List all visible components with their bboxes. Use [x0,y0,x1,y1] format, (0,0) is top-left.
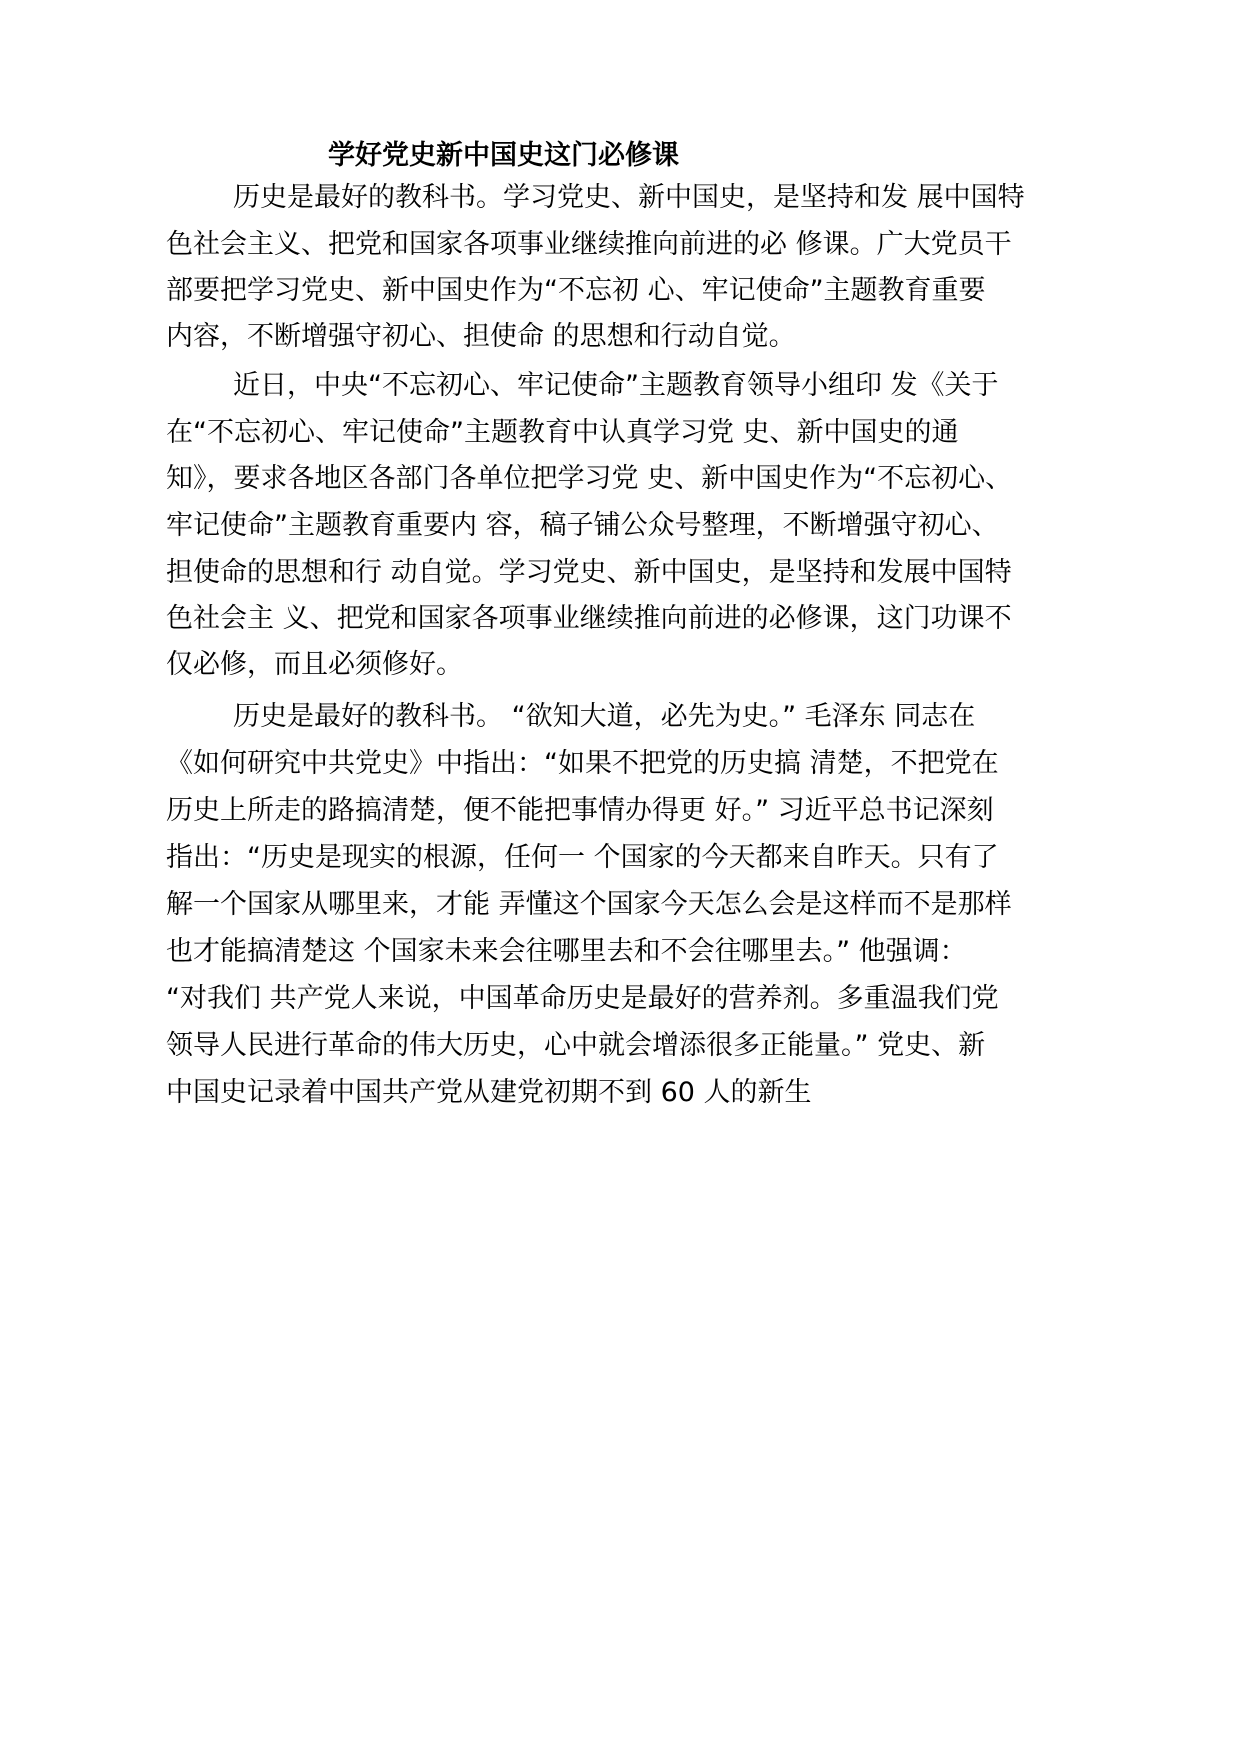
paragraph-1-line-2: 色社会主义、把党和国家各项事业继续推向前进的必 修课。广大党员干 [166,229,1012,260]
paragraph-2-line-7: 仅必修，而且必须修好。 [166,649,463,680]
paragraph-3-line-4: 指出：“历史是现实的根源，任何一 个国家的今天都来自昨天。只有了 [166,842,999,873]
paragraph-3-line-6: 也才能搞清楚这 个国家未来会往哪里去和不会往哪里去。” 他强调： [166,936,967,967]
paragraph-2-line-2: 在“不忘初心、牢记使命”主题教育中认真学习党 史、新中国史的通 [166,417,959,448]
paragraph-3-line-2: 《如何研究中共党史》中指出：“如果不把党的历史搞 清楚，不把党在 [166,748,999,779]
paragraph-2-line-4: 牢记使命”主题教育重要内 容，稿子铺公众号整理，不断增强守初心、 [166,510,999,541]
paragraph-2-line-1: 近日，中央“不忘初心、牢记使命”主题教育领导小组印 发《关于 [233,370,999,401]
paragraph-1-line-3: 部要把学习党史、新中国史作为“不忘初 心、牢记使命”主题教育重要 [166,275,986,306]
paragraph-1-line-4: 内容，不断增强守初心、担使命 的思想和行动自觉。 [166,321,796,352]
document-title: 学好党史新中国史这门必修课 [328,140,679,171]
paragraph-3-line-7: “对我们 共产党人来说，中国革命历史是最好的营养剂。多重温我们党 [166,983,999,1014]
paragraph-1-line-1: 历史是最好的教科书。学习党史、新中国史，是坚持和发 展中国特 [233,182,1025,213]
paragraph-3-line-3: 历史上所走的路搞清楚，便不能把事情办得更 好。” 习近平总书记深刻 [166,795,994,826]
paragraph-3-line-9: 中国史记录着中国共产党从建党初期不到 60 人的新生 [166,1077,812,1108]
paragraph-3-line-8: 领导人民进行革命的伟大历史，心中就会增添很多正能量。” 党史、新 [166,1030,986,1061]
paragraph-3-line-1: 历史是最好的教科书。 “欲知大道，必先为史。” 毛泽东 同志在 [233,701,976,732]
paragraph-3-line-5: 解一个国家从哪里来，才能 弄懂这个国家今天怎么会是这样而不是那样 [166,889,1012,920]
paragraph-2-line-5: 担使命的思想和行 动自觉。学习党史、新中国史，是坚持和发展中国特 [166,557,1012,588]
paragraph-2-line-3: 知》，要求各地区各部门各单位把学习党 史、新中国史作为“不忘初心、 [166,463,1013,494]
paragraph-2-line-6: 色社会主 义、把党和国家各项事业继续推向前进的必修课，这门功课不 [166,603,1012,634]
